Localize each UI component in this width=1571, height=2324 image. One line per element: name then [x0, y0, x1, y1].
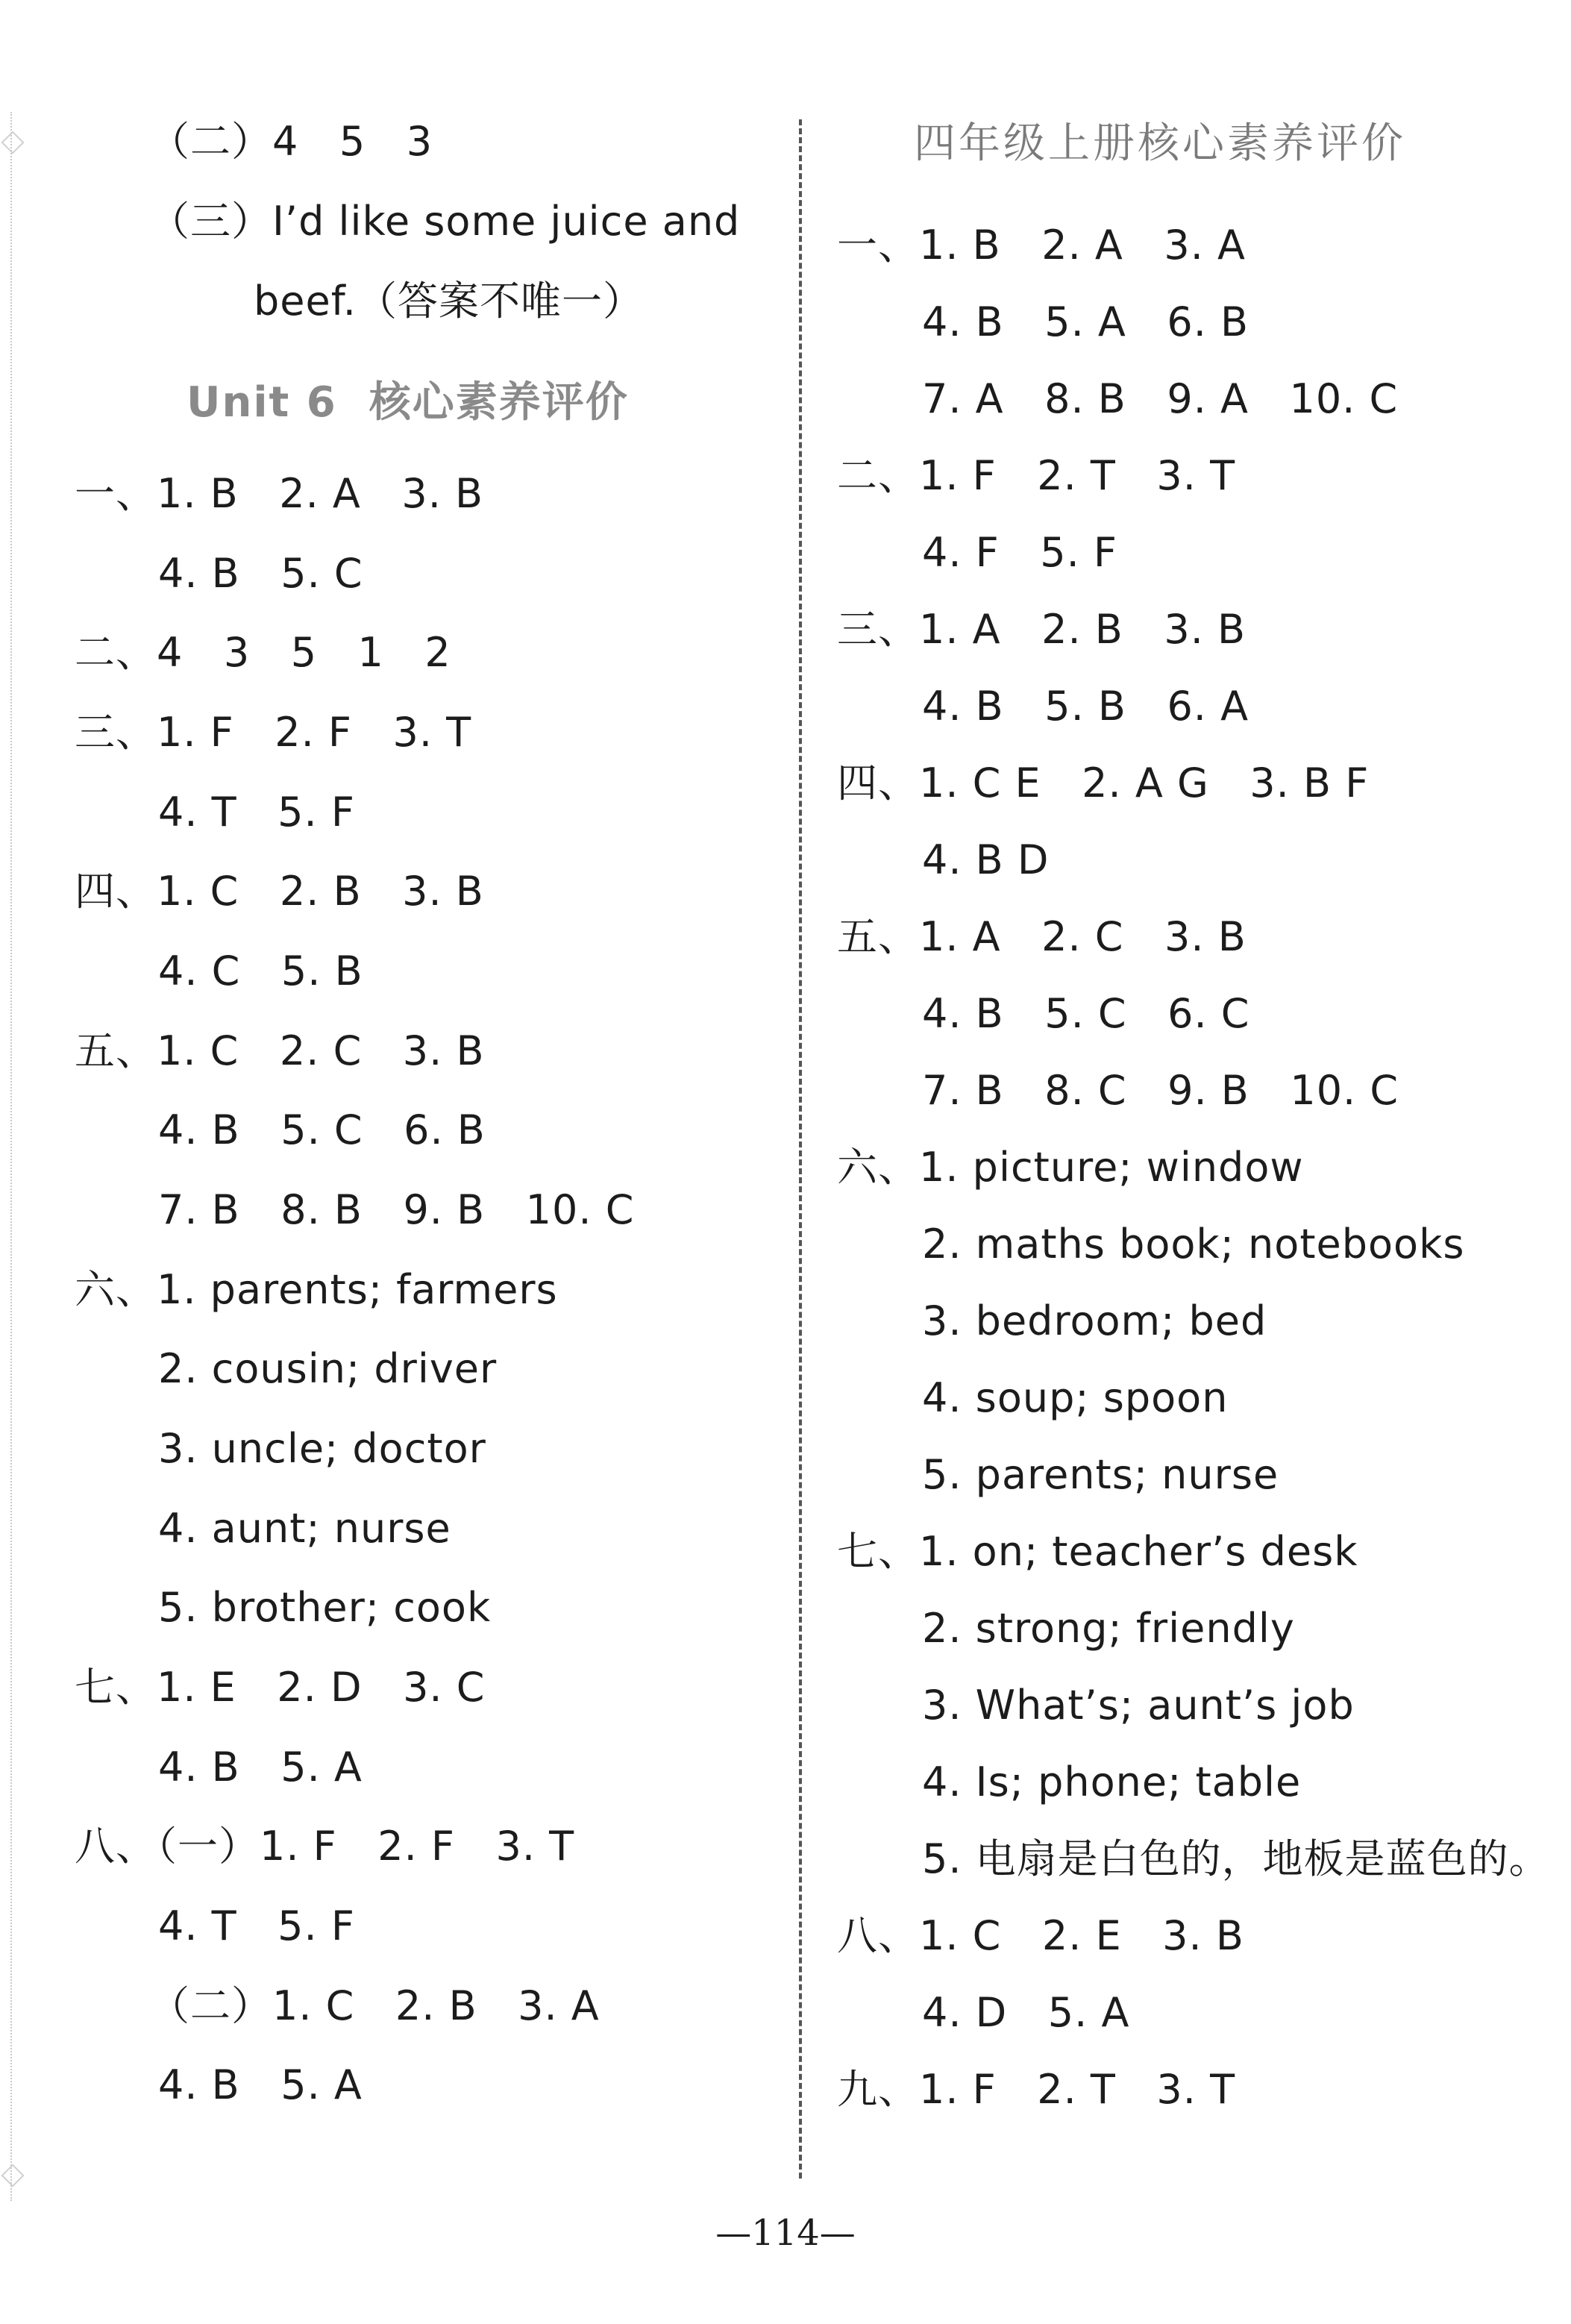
left-answer-line: 3. uncle; doctor: [158, 1425, 486, 1472]
left-answer-line: 7. B 8. B 9. B 10. C: [158, 1186, 635, 1233]
left-answer-line: 七、1. E 2. D 3. C: [75, 1664, 486, 1711]
right-answer-line: 7. B 8. C 9. B 10. C: [922, 1067, 1399, 1114]
right-answer-line: 4. B 5. A 6. B: [922, 298, 1249, 345]
right-answer-line: 六、1. picture; window: [837, 1144, 1304, 1191]
right-answer-line: 5. 电扇是白色的，地板是蓝色的。: [922, 1835, 1550, 1882]
right-answer-line: 3. What’s; aunt’s job: [922, 1682, 1355, 1729]
left-intro-line-3: beef.（答案不唯一）: [254, 278, 644, 325]
right-answer-line: 三、1. A 2. B 3. B: [837, 606, 1247, 653]
right-answer-line: 7. A 8. B 9. A 10. C: [922, 375, 1399, 422]
right-answer-line: 4. D 5. A: [922, 1989, 1130, 2036]
left-answer-line: 四、1. C 2. B 3. B: [75, 868, 484, 915]
left-answer-line: 三、1. F 2. F 3. T: [75, 709, 472, 756]
page-number: —114—: [715, 2212, 856, 2254]
left-answer-line: 4. aunt; nurse: [158, 1505, 451, 1552]
left-answer-line: 4. B 5. A: [158, 1744, 363, 1791]
right-answer-line: 七、1. on; teacher’s desk: [837, 1528, 1358, 1575]
right-answer-line: 二、1. F 2. T 3. T: [837, 452, 1236, 499]
left-answer-line: 4. T 5. F: [158, 789, 355, 836]
right-answer-line: 五、1. A 2. C 3. B: [837, 913, 1247, 960]
right-answer-line: 一、1. B 2. A 3. A: [837, 222, 1246, 269]
right-answer-line: 2. maths book; notebooks: [922, 1221, 1465, 1268]
left-intro-line-1: （二）4 5 3: [149, 118, 433, 165]
left-answer-line: 2. cousin; driver: [158, 1345, 498, 1392]
left-answer-line: 5. brother; cook: [158, 1584, 492, 1631]
right-answer-line: 4. B 5. B 6. A: [922, 683, 1249, 730]
left-intro-line-2: （三）I’d like some juice and: [149, 198, 741, 245]
page-edge-binding: [10, 112, 12, 2201]
left-answer-line: 4. T 5. F: [158, 1902, 355, 1949]
left-answer-line: 五、1. C 2. C 3. B: [75, 1027, 485, 1074]
binding-mark-top: [1, 131, 24, 154]
right-answer-line: 八、1. C 2. E 3. B: [837, 1912, 1244, 1959]
left-section-heading: Unit 6 核心素养评价: [186, 378, 629, 427]
right-answer-line: 四、1. C E 2. A G 3. B F: [837, 759, 1370, 806]
right-answer-line: 4. B 5. C 6. C: [922, 990, 1250, 1037]
right-answer-line: 4. B D: [922, 836, 1050, 883]
right-section-heading: 四年级上册核心素养评价: [914, 119, 1406, 168]
right-answer-line: 3. bedroom; bed: [922, 1297, 1267, 1344]
right-answer-line: 九、1. F 2. T 3. T: [837, 2066, 1236, 2113]
left-answer-line: 八、（一）1. F 2. F 3. T: [75, 1823, 575, 1870]
left-answer-line: 4. B 5. C 6. B: [158, 1106, 486, 1153]
left-answer-line: 4. B 5. C: [158, 550, 363, 597]
binding-mark-bottom: [1, 2164, 24, 2187]
left-answer-line: 4. B 5. A: [158, 2061, 363, 2108]
right-answer-line: 2. strong; friendly: [922, 1605, 1295, 1652]
column-divider: [799, 119, 802, 2179]
right-answer-line: 4. Is; phone; table: [922, 1758, 1302, 1805]
left-answer-line: （二）1. C 2. B 3. A: [149, 1982, 600, 2029]
left-answer-line: 六、1. parents; farmers: [75, 1266, 558, 1313]
left-answer-line: 一、1. B 2. A 3. B: [75, 470, 484, 517]
right-answer-line: 5. parents; nurse: [922, 1451, 1279, 1498]
right-answer-line: 4. F 5. F: [922, 529, 1117, 576]
left-answer-line: 4. C 5. B: [158, 948, 363, 995]
left-answer-line: 二、4 3 5 1 2: [75, 629, 451, 676]
right-answer-line: 4. soup; spoon: [922, 1374, 1229, 1421]
